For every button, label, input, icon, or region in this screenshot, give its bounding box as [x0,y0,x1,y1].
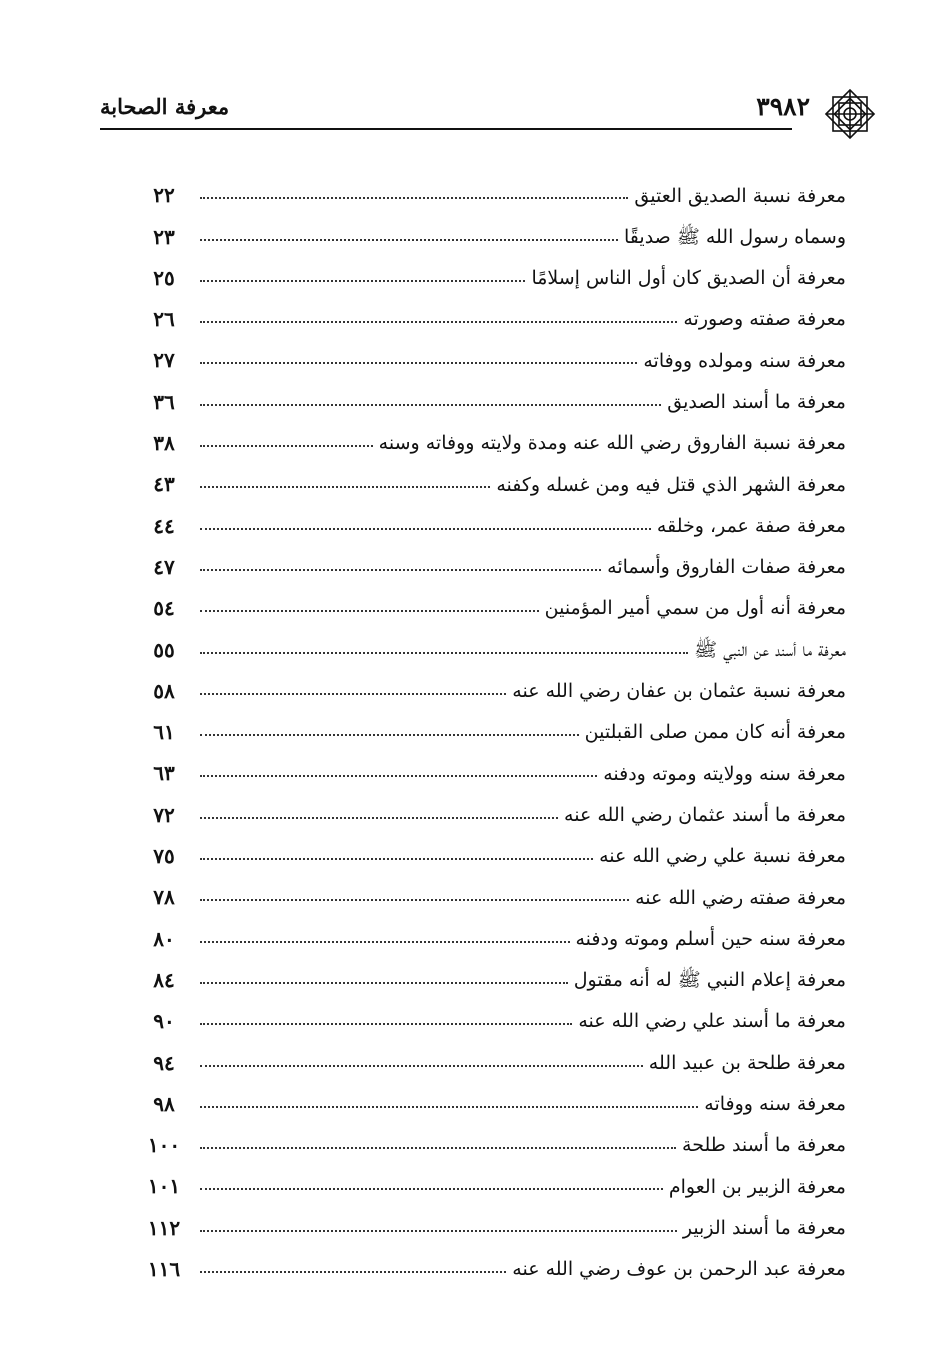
toc-entry [128,951,846,992]
toc-entry [128,249,846,290]
toc-entry-page: ٤٤ [153,513,175,538]
dot-leader [200,486,490,488]
toc-entry-title: معرفة ما أسند الزبير [682,1216,846,1239]
dot-leader [200,1065,643,1067]
toc-entry [128,1198,846,1239]
toc-entry-title: معرفة الزبير بن العوام [668,1175,846,1198]
toc-entry-page: ٢٧ [153,348,175,373]
toc-entry-title: معرفة نسبة علي رضي الله عنه [599,845,846,868]
toc-entry-title: معرفة عبد الرحمن بن عوف رضي الله عنه [512,1258,846,1281]
toc-entry-title: معرفة صفات الفاروق وأسمائه [607,556,846,579]
toc-entry-page: ٧٨ [153,885,175,910]
dot-leader [200,321,677,323]
toc-entry-title: معرفة سنه وولايته وموته ودفنه [603,762,846,785]
header-rule [100,128,792,130]
dot-leader [200,1188,663,1190]
toc-entry [128,538,846,579]
toc-entry-page: ٤٧ [153,554,175,579]
toc-entry-page: ١٠٠ [147,1133,181,1158]
toc-entry [128,207,846,248]
dot-leader [200,1106,698,1108]
toc-entry [128,785,846,826]
dot-leader [200,817,558,819]
toc-entry-title: معرفة نسبة الصديق العتيق [634,184,846,207]
toc-entry-page: ١١٦ [147,1257,181,1282]
toc-entry [128,1157,846,1198]
dot-leader [200,197,628,199]
toc-entry [128,414,846,455]
page-header [100,88,850,130]
toc-entry [128,744,846,785]
star-ornament-icon [820,84,880,144]
toc-entry-page: ٥٨ [153,678,175,703]
toc-entry-title: معرفة ما أسند عثمان رضي الله عنه [564,803,846,826]
toc-entry-title: معرفة صفة عمر، وخلقه [656,514,846,537]
toc-entry-title: معرفة أنه كان ممن صلى القبلتين [584,721,846,744]
toc-entry-title: معرفة أن الصديق كان أول الناس إسلامًا [531,267,846,290]
toc-entry-page: ٦١ [153,720,175,745]
dot-leader [200,1230,677,1232]
toc-entry [128,703,846,744]
page-number: ٣٩٨٢ [756,92,810,121]
dot-leader [200,1147,676,1149]
toc-entry [128,166,846,207]
toc-entry-title: معرفة ما أسند علي رضي الله عنه [578,1010,846,1033]
toc-entry-title: معرفة نسبة الفاروق رضي الله عنه ومدة ولايته ووفاته وسنه [378,432,846,455]
toc-entry [128,827,846,868]
dot-leader [200,445,373,447]
dot-leader [200,734,579,736]
toc-entry-page: ٧٢ [153,802,175,827]
toc-entry-page: ٨٤ [153,967,175,992]
dot-leader [200,610,539,612]
toc-entry-title: معرفة سنه ووفاته [704,1093,846,1116]
toc-entry-title: معرفة الشهر الذي قتل فيه ومن غسله وكفنه [496,473,846,496]
dot-leader [200,239,618,241]
dot-leader [200,775,597,777]
toc-entry-title: معرفة نسبة عثمان بن عفان رضي الله عنه [512,680,846,703]
dot-leader [200,899,629,901]
toc-entry-title: وسماه رسول الله ﷺ صديقًا [624,225,846,248]
toc-entry-page: ٣٦ [153,389,175,414]
toc-entry-title: معرفة أنه أول من سمي أمير المؤمنين [544,597,846,620]
dot-leader [200,693,506,695]
toc-entry-page: ٢٦ [153,307,175,332]
toc-entry [128,579,846,620]
toc-entry-title: معرفة ما أسند عن النبي ﷺ [694,638,846,661]
dot-leader [200,858,593,860]
book-title: معرفة الصحابة [100,94,230,119]
toc-entry-title: معرفة سنه حين أسلم وموته ودفنه [575,927,846,950]
toc-entry [128,496,846,537]
dot-leader [200,362,637,364]
toc-entry-page: ٤٣ [153,472,175,497]
toc-entry-page: ٨٠ [153,926,175,951]
toc-entry-title: معرفة سنه ومولده ووفاته [643,349,846,372]
toc-entry [128,331,846,372]
toc-entry [128,1116,846,1157]
toc-entry [128,992,846,1033]
toc-entry-page: ٥٤ [153,596,175,621]
toc-entry [128,1240,846,1281]
toc-entry-title: معرفة صفته وصورته [683,308,846,331]
dot-leader [200,280,525,282]
toc-entry [128,1075,846,1116]
dot-leader [200,652,688,654]
table-of-contents [128,166,846,1281]
dot-leader [200,982,568,984]
toc-entry [128,909,846,950]
dot-leader [200,569,601,571]
toc-entry-page: ٢٣ [153,224,175,249]
toc-entry [128,1033,846,1074]
toc-entry-page: ٣٨ [153,431,175,456]
toc-entry-page: ٩٨ [153,1091,175,1116]
toc-entry [128,290,846,331]
toc-entry-title: معرفة ما أسند الصديق [667,390,846,413]
toc-entry-page: ١١٢ [147,1215,181,1240]
dot-leader [200,528,651,530]
dot-leader [200,941,570,943]
toc-entry-page: ٦٣ [153,761,175,786]
toc-entry [128,662,846,703]
toc-entry [128,620,846,661]
dot-leader [200,1271,506,1273]
toc-entry-page: ٢٢ [153,183,175,208]
toc-entry-page: ٥٥ [153,637,175,662]
toc-entry-page: ٢٥ [153,265,175,290]
toc-entry [128,372,846,413]
toc-entry-page: ٧٥ [153,844,175,869]
toc-entry-page: ١٠١ [147,1174,181,1199]
dot-leader [200,1023,572,1025]
toc-entry-title: معرفة صفته رضي الله عنه [635,886,846,909]
toc-entry-title: معرفة ما أسند طلحة [682,1134,846,1157]
toc-entry [128,455,846,496]
toc-entry-title: معرفة إعلام النبي ﷺ له أنه مقتول [573,969,846,992]
dot-leader [200,404,661,406]
toc-entry-page: ٩٠ [153,1009,175,1034]
toc-entry-page: ٩٤ [153,1050,175,1075]
toc-entry [128,868,846,909]
toc-entry-title: معرفة طلحة بن عبيد الله [648,1051,846,1074]
